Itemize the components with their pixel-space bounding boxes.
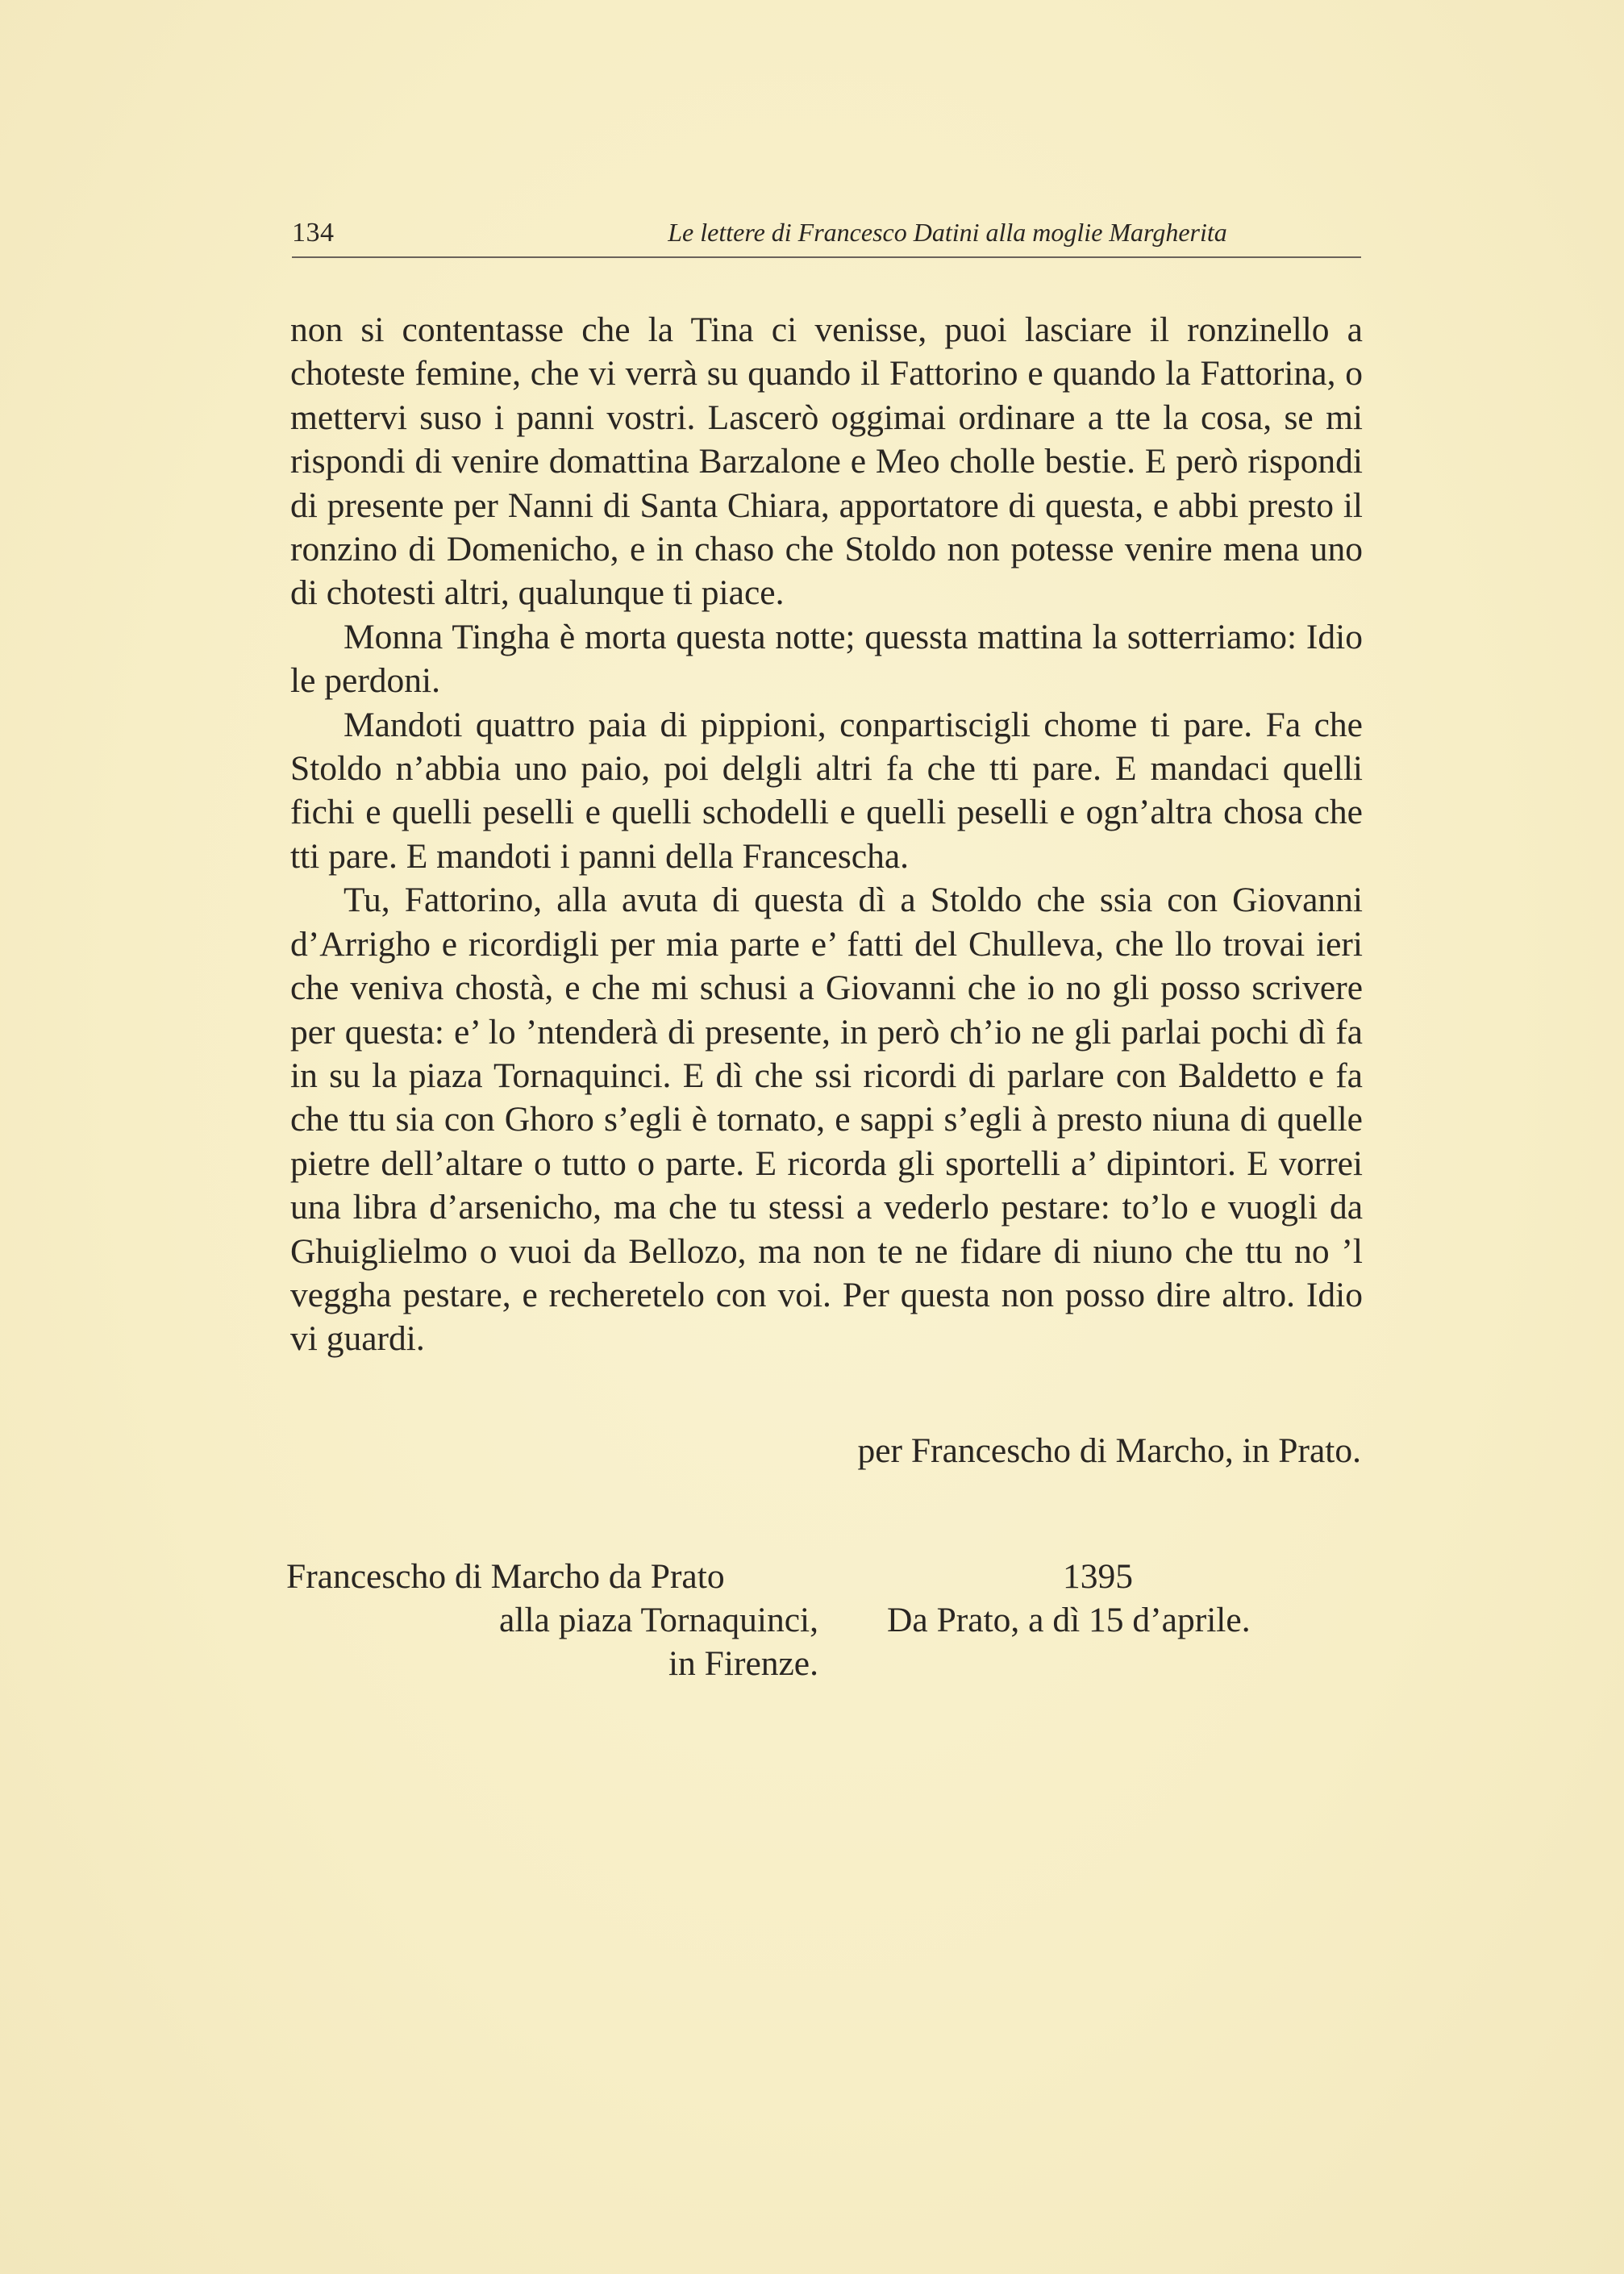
letter-dateline (887, 1555, 1306, 1642)
paragraph: non si contentasse che la Tina ci venisse, puoi lasciare il ronzinello a choteste femine, che vi verrà su quando il Fattorino e quando la Fattorina, o mettervi suso i panni vostri. Lascerò oggimai ordinare a tte la cosa, se mi rispondi di venire domattina Barzalone e Meo cholle bestie. E però rispondi di presente per Nanni di Santa Chiara, apportatore di questa, e abbi presto il ronzino di Domenicho, e in chaso che Stoldo non potesse venire mena uno di chotesti altri, qualunque ti piace. (290, 310, 1363, 613)
page-number: 134 (292, 218, 335, 248)
address-line-city: in Firenze. (668, 1644, 818, 1683)
paragraph: Tu, Fattorino, alla avuta di questa dì a Stoldo che ssia con Giovanni d’Arrigho e ricordigli per mia parte e’ fatti del Chulleva, che llo trovai ieri che veniva chostà, e che mi schusi a Giovanni che io no gli posso scrivere per questa: e’ lo ’ntenderà di presente, in però ch’io ne gli parlai pochi dì fa in su la piaza Tornaquinci. E dì che ssi ricordi di parlare con Baldetto e fa che ttu sia con Ghoro s’egli è tornato, e sappi s’egli à presto niuna di quelle pietre dell’altare o tutto o parte. E ricorda gli sportelli a’ dipintori. E vorrei una libra d’arsenicho, ma che tu stessi a vederlo pestare: to’lo e vuogli da Ghuiglielmo o vuoi da Bellozo, ma non te ne fidare di niuno che ttu no ’l veggha pestare, e recheretelo con voi. Per questa non posso dire altro. Idio vi guardi. (290, 881, 1363, 1359)
address-line-street: alla piaza Tornaquinci, (499, 1601, 818, 1639)
letter-body (290, 308, 1363, 1361)
paragraph: Monna Tingha è morta questa notte; quessta mattina la sotterriamo: Idio le perdoni. (290, 617, 1363, 701)
running-header (292, 211, 1361, 258)
running-title: Le lettere di Francesco Datini alla moglie Margherita (668, 218, 1227, 247)
dateline-year: 1395 (1063, 1557, 1133, 1596)
letter-signature: per Francescho di Marcho, in Prato. (857, 1431, 1361, 1470)
paragraph: Mandoti quattro paia di pippioni, conpartiscigli chome ti pare. Fa che Stoldo n’abbia uno paio, poi delgli altri fa che tti pare. E mandaci quelli fichi e quelli peselli e quelli schodelli e quelli peselli e ogn’altra chosa che tti pare. E mandoti i panni della Francescha. (290, 705, 1363, 876)
address-line-recipient: Francescho di Marcho da Prato (286, 1557, 725, 1596)
dateline-date: Da Prato, a dì 15 d’aprile. (887, 1601, 1251, 1639)
letter-address (286, 1555, 818, 1685)
